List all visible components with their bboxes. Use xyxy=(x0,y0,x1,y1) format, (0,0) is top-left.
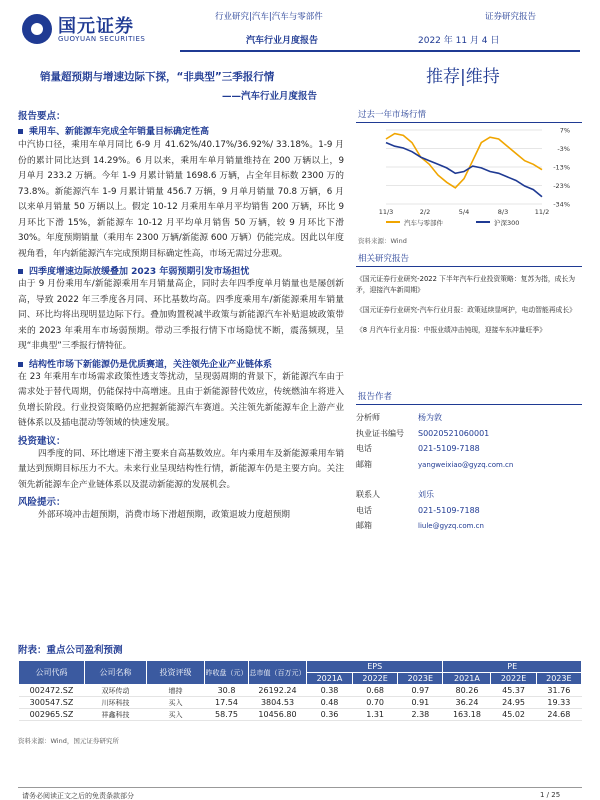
table-cell: 3804.53 xyxy=(249,697,307,709)
risk-heading: 风险提示： xyxy=(18,497,66,508)
col-code: 公司代码 xyxy=(19,661,85,685)
footer-divider xyxy=(18,787,582,788)
chart-xtick: 11/2 xyxy=(534,208,550,216)
chart-source: 资料来源：Wind xyxy=(358,237,407,245)
table-source: 资料来源：Wind，国元证券研究所 xyxy=(18,737,119,745)
logo-cn: 国元证券 xyxy=(58,16,134,37)
table-cell: 24.68 xyxy=(536,709,581,721)
table-cell: 19.33 xyxy=(536,697,581,709)
table-cell: 002472.SZ xyxy=(19,685,85,697)
table-cell: 26192.24 xyxy=(249,685,307,697)
cert-number: S0020521060001 xyxy=(418,428,490,438)
bullet-1: 乘用车、新能源车完成全年销量目标确定性高 xyxy=(18,124,344,137)
table-cell: 58.75 xyxy=(205,709,249,721)
table-cell: 买入 xyxy=(147,697,205,709)
table-cell: 002965.SZ xyxy=(19,709,85,721)
col-year: 2021A xyxy=(443,673,491,685)
col-year: 2023E xyxy=(398,673,443,685)
chart-ytick: -3% xyxy=(557,145,570,153)
bullet-2: 四季度增速边际放缓叠加 2023 年弱预期引发市场担忧 xyxy=(18,264,344,277)
company-logo xyxy=(22,12,192,48)
author-block xyxy=(356,410,582,535)
related-list xyxy=(356,274,582,336)
page-number: 1 / 25 xyxy=(540,791,561,799)
table-cell: 31.76 xyxy=(536,685,581,697)
table-cell: 0.38 xyxy=(307,685,353,697)
chart-ytick: -13% xyxy=(553,163,570,172)
table-cell: 增持 xyxy=(147,685,205,697)
report-title: 销量超预期与增速边际下探，“非典型”三季报行情 xyxy=(40,71,275,83)
contact-tel: 021-5109-7188 xyxy=(418,505,480,515)
legend-label: 汽车与零部件 xyxy=(404,219,443,227)
table-cell: 祥鑫科技 xyxy=(85,709,147,721)
table-cell: 17.54 xyxy=(205,697,249,709)
col-rating: 投资评级 xyxy=(147,661,205,685)
col-close: 昨收盘（元） xyxy=(205,661,249,685)
table-cell: 30.8 xyxy=(205,685,249,697)
related-item[interactable]: 《8 月汽车行业月报：中报业绩冲击钝现，迎接车东冲量旺季》 xyxy=(356,326,546,334)
logo-mark-icon xyxy=(22,14,52,44)
investment-heading: 投资建议： xyxy=(18,435,66,447)
col-year: 2022E xyxy=(352,673,397,685)
analyst-tel: 021-5109-7188 xyxy=(418,444,480,453)
analyst-label: 分析师 xyxy=(356,413,380,422)
table-cell: 买入 xyxy=(147,709,205,721)
chart-xtick: 11/3 xyxy=(378,208,394,216)
paragraph-2: 由于 9 月份乘用车/新能源乘用车月销量高企，同时去年四季度单月销量也是屡创新高，导致 2022 年三季度各月同、环比基数均高。四季度乘用车/新能源乘用车销量同、环比均将出现明显边际下行。叠加购置税减半政策与新能源汽车补贴退坡政策带来的 2023 年乘用车市场弱预期。带动三季报行情下市场隐忧不断，震荡频现，呈现“非典型”三季报行情特征。 xyxy=(18,279,344,351)
report-subtitle: ——汽车行业月度报告 xyxy=(222,91,318,102)
mail2-label: 邮箱 xyxy=(356,521,372,530)
table-cell: 0.70 xyxy=(352,697,397,709)
table-cell: 双环传动 xyxy=(85,685,147,697)
table-cell: 80.26 xyxy=(443,685,491,697)
chart-xtick: 8/3 xyxy=(497,208,509,216)
table-cell: 2.38 xyxy=(398,709,443,721)
header-subtitle: 汽车行业月度报告 xyxy=(246,36,319,46)
bullet-3: 结构性市场下新能源仍是优质赛道，关注领先企业产业链体系 xyxy=(18,357,344,370)
col-year: 2021A xyxy=(307,673,353,685)
table-cell: 1.31 xyxy=(352,709,397,721)
summary-heading: 报告要点： xyxy=(18,111,66,122)
chart-ytick: 7% xyxy=(559,126,570,135)
report-type: 证券研究报告 xyxy=(485,12,537,22)
author-title: 报告作者 xyxy=(356,390,582,405)
related-title: 相关研究报告 xyxy=(356,252,582,267)
analyst-email[interactable]: yangweixiao@gyzq.com.cn xyxy=(418,460,514,469)
table-cell: 0.68 xyxy=(352,685,397,697)
chart-series-line-0 xyxy=(386,134,542,188)
table-cell: 0.91 xyxy=(398,697,443,709)
chart-ytick: -34% xyxy=(553,200,570,209)
table-cell: 10456.80 xyxy=(249,709,307,721)
header-divider xyxy=(180,50,580,52)
table-cell: 163.18 xyxy=(443,709,491,721)
col-pe: PE xyxy=(443,661,582,673)
header-tags: 行业研究|汽车|汽车与零部件 xyxy=(215,12,323,22)
summary-column xyxy=(18,108,344,524)
cert-label: 执业证书编号 xyxy=(356,428,404,438)
col-year: 2022E xyxy=(491,673,536,685)
report-date: 2022 年 11 月 4 日 xyxy=(418,36,500,46)
contact-email[interactable]: liule@gyzq.com.cn xyxy=(418,522,484,530)
col-year: 2023E xyxy=(536,673,581,685)
legend-label: 沪深300 xyxy=(494,219,520,227)
table-cell: 36.24 xyxy=(443,697,491,709)
table-cell: 24.95 xyxy=(491,697,536,709)
table-cell: 300547.SZ xyxy=(19,697,85,709)
tel-label: 电话 xyxy=(356,444,372,453)
rating-label: 推荐|维持 xyxy=(426,67,500,87)
risk-text: 外部环境冲击超预期，消费市场下滑超预期，政策退坡力度超预期 xyxy=(38,510,290,520)
table-cell: 0.36 xyxy=(307,709,353,721)
logo-en: GUOYUAN SECURITIES xyxy=(58,35,146,43)
paragraph-3: 在 23 年乘用车市场需求政策性透支等扰动，呈现弱周期的背景下，新能源汽车由于需求处于替代周期，仍能保持中高增速。且由于新能源替代效应，传统燃油车将进入负增长阶段。行业投资策略仍应把握新能源汽车赛道。关注领先新能源车企上游产业链体系以及插电混动等领域的快速发展。 xyxy=(18,371,344,428)
chart-xtick: 5/4 xyxy=(458,208,470,216)
table-row xyxy=(19,709,582,721)
investment-text: 四季度的同、环比增速下滑主要来自高基数效应。年内乘用车及新能源乘用车销量达到预期目标压力不大。未来行业呈现结构性行情，新能源车仍是主要方向。关注领先新能源车企产业链体系以及混动新能源的发展机会。 xyxy=(18,448,344,490)
related-item[interactable]: 《国元证券行业研究-汽车行业月报：政策延续显呵护，电动智能再成长》 xyxy=(356,306,576,314)
col-eps: EPS xyxy=(307,661,443,673)
chart-xtick: 2/2 xyxy=(419,208,431,216)
earnings-table xyxy=(18,660,582,721)
tel2-label: 电话 xyxy=(356,505,372,515)
chart-ytick: -23% xyxy=(553,182,570,190)
table-cell: 0.48 xyxy=(307,697,353,709)
mail-label: 邮箱 xyxy=(356,459,372,469)
table-cell: 45.37 xyxy=(491,685,536,697)
chart-series-line-1 xyxy=(386,143,542,197)
footer-disclaimer: 请务必阅读正文之后的免责条款部分 xyxy=(22,792,134,800)
analyst-name: 杨为敦 xyxy=(418,413,442,422)
contact-label: 联系人 xyxy=(356,490,380,499)
col-name: 公司名称 xyxy=(85,661,147,685)
table-cell: 0.97 xyxy=(398,685,443,697)
table-cell: 45.02 xyxy=(491,709,536,721)
table-row xyxy=(19,685,582,697)
contact-name: 刘乐 xyxy=(418,490,434,499)
table-cell: 川环科技 xyxy=(85,697,147,709)
paragraph-1: 中汽协口径，乘用车单月同比 6-9 月 41.62%/40.17%/36.92%/ 33.18%。1-9 月份的累计同比达到 14.29%。6 月以来，乘用车单月销量维持在 200 万辆以上，9 月单月 233.2 万辆。今年 1-9 月累计销量 1698.6 万辆，占全年目标数 2300 万的 73.8%。新能源汽车 1-9 月累计销量 456.7 万辆，9 月单月销量 70.8 万辆，6 月以来单月销量 50 万辆以上。假定 10-12 月乘用车单月平均销售 200 万辆，环比 9 月环比下滑 15%，新能源车 10-12 月平均单月销售 50 万辆，较 9 月环比下滑 30%。年度预期销量（乘用车 2300 万辆/新能源 600 万辆）仍能完成。因此以年度视角看，年内新能源汽车完成预期目标确定性高，市场无需过分悲观。 xyxy=(18,140,344,259)
related-item[interactable]: 《国元证券行业研究-2022 下半年汽车行业投资策略：复苏为指，成长为矛，迎接汽车新周期》 xyxy=(356,275,576,294)
chart-title: 过去一年市场行情 xyxy=(356,108,582,123)
col-cap: 总市值（百万元） xyxy=(249,661,307,685)
table-title: 附表：重点公司盈利预测 xyxy=(18,645,123,656)
table-row xyxy=(19,697,582,709)
market-chart xyxy=(356,124,582,232)
